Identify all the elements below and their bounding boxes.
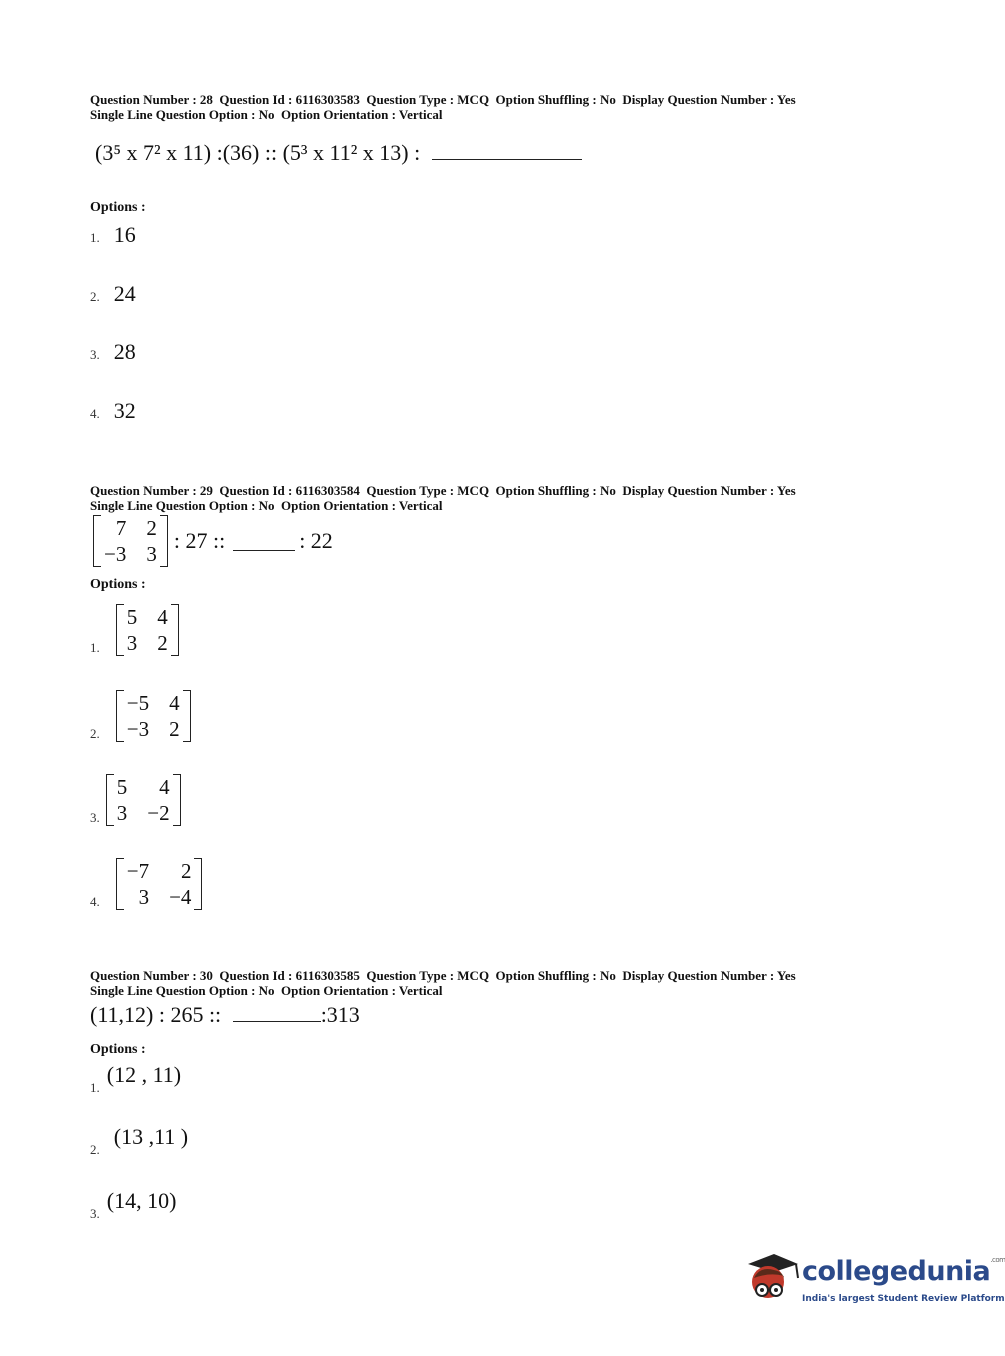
q30-answer-blank [233, 1021, 321, 1022]
matrix-cell: 2 [180, 859, 192, 883]
q29-question-mid: : 27 :: [173, 528, 226, 553]
q28-question-text: (3⁵ x 7² x 11) :(36) :: (5³ x 11² x 13) : [95, 140, 421, 165]
matrix-cell: 7 [115, 516, 127, 540]
matrix-cell: 4 [169, 691, 180, 715]
q29-answer-blank [233, 550, 295, 551]
matrix-cell: −4 [169, 885, 192, 909]
option-matrix [116, 604, 179, 656]
q29-question-end: : 22 [299, 528, 333, 553]
option-number: 2. [90, 726, 100, 741]
q28-question [95, 140, 582, 166]
q30-option-1[interactable] [90, 1062, 182, 1095]
mascot-icon [740, 1250, 800, 1310]
q30-option-2[interactable] [90, 1124, 189, 1157]
q28-option-1[interactable] [90, 222, 136, 248]
q29-option-4[interactable] [90, 858, 202, 910]
option-text: 16 [113, 222, 136, 247]
logo-suffix: .com [990, 1256, 1005, 1264]
matrix-cell: −2 [147, 801, 170, 825]
option-number: 1. [90, 640, 100, 655]
matrix-cell: 2 [157, 631, 168, 655]
option-number: 1. [90, 1080, 100, 1095]
q28-options-label: Options : [90, 200, 146, 215]
matrix-cell: 4 [157, 605, 168, 629]
option-text: 32 [113, 398, 136, 423]
q29-meta-line2: Single Line Question Option : No Option Orientation : Vertical [90, 498, 443, 513]
q28-option-4[interactable] [90, 398, 136, 424]
q29-option-1[interactable] [90, 604, 179, 656]
matrix-cell: 5 [126, 605, 138, 629]
matrix-cell: 2 [146, 516, 157, 540]
matrix-cell: 3 [146, 542, 157, 566]
logo-name: collegedunia [802, 1256, 991, 1287]
option-number: 2. [90, 289, 100, 304]
q30-question-start: (11,12) : 265 :: [90, 1002, 222, 1027]
q29-meta-line1: Question Number : 29 Question Id : 6116303584 Question Type : MCQ Option Shuffling : No Display Question Number : Yes [90, 483, 796, 498]
q29-question-matrix [93, 515, 168, 567]
q30-options-label: Options : [90, 1042, 146, 1057]
matrix-cell: 5 [116, 775, 128, 799]
q28-meta-line1: Question Number : 28 Question Id : 6116303583 Question Type : MCQ Option Shuffling : No Display Question Number : Yes [90, 92, 796, 107]
collegedunia-logo [740, 1250, 1005, 1310]
option-matrix [116, 858, 203, 910]
matrix-cell: −3 [126, 717, 150, 741]
matrix-cell: −7 [126, 859, 150, 883]
matrix-cell: 2 [169, 717, 180, 741]
q30-question-end: :313 [320, 1002, 360, 1027]
option-number: 3. [90, 347, 100, 362]
option-number: 1. [90, 230, 100, 245]
option-number: 2. [90, 1142, 100, 1157]
option-matrix [116, 690, 191, 742]
matrix-cell: 3 [126, 631, 138, 655]
q29-question [93, 515, 333, 567]
option-matrix [106, 774, 181, 826]
option-number: 4. [90, 406, 100, 421]
q30-question [90, 1002, 360, 1028]
q28-option-3[interactable] [90, 339, 136, 365]
q28-meta-line2: Single Line Question Option : No Option Orientation : Vertical [90, 107, 443, 122]
option-text: 28 [113, 339, 136, 364]
q29-option-2[interactable] [90, 690, 191, 742]
option-number: 4. [90, 894, 100, 909]
logo-tagline: India's largest Student Review Platform [802, 1294, 1005, 1304]
matrix-cell: 3 [138, 885, 150, 909]
q30-meta-line2: Single Line Question Option : No Option Orientation : Vertical [90, 983, 443, 998]
option-number: 3. [90, 1206, 100, 1221]
matrix-cell: 4 [159, 775, 170, 799]
q30-meta-line1: Question Number : 30 Question Id : 6116303585 Question Type : MCQ Option Shuffling : No Display Question Number : Yes [90, 968, 796, 983]
q28-answer-blank [432, 159, 582, 160]
option-text: (13 ,11 ) [113, 1124, 189, 1149]
option-number: 3. [90, 810, 100, 825]
matrix-cell: −3 [104, 542, 127, 566]
option-text: (14, 10) [106, 1188, 177, 1213]
q30-option-3[interactable] [90, 1188, 177, 1221]
option-text: 24 [113, 281, 136, 306]
matrix-cell: 3 [116, 801, 128, 825]
q29-option-3[interactable] [90, 774, 181, 826]
q29-options-label: Options : [90, 577, 146, 592]
q28-option-2[interactable] [90, 281, 136, 307]
matrix-cell: −5 [126, 691, 150, 715]
option-text: (12 , 11) [106, 1062, 182, 1087]
